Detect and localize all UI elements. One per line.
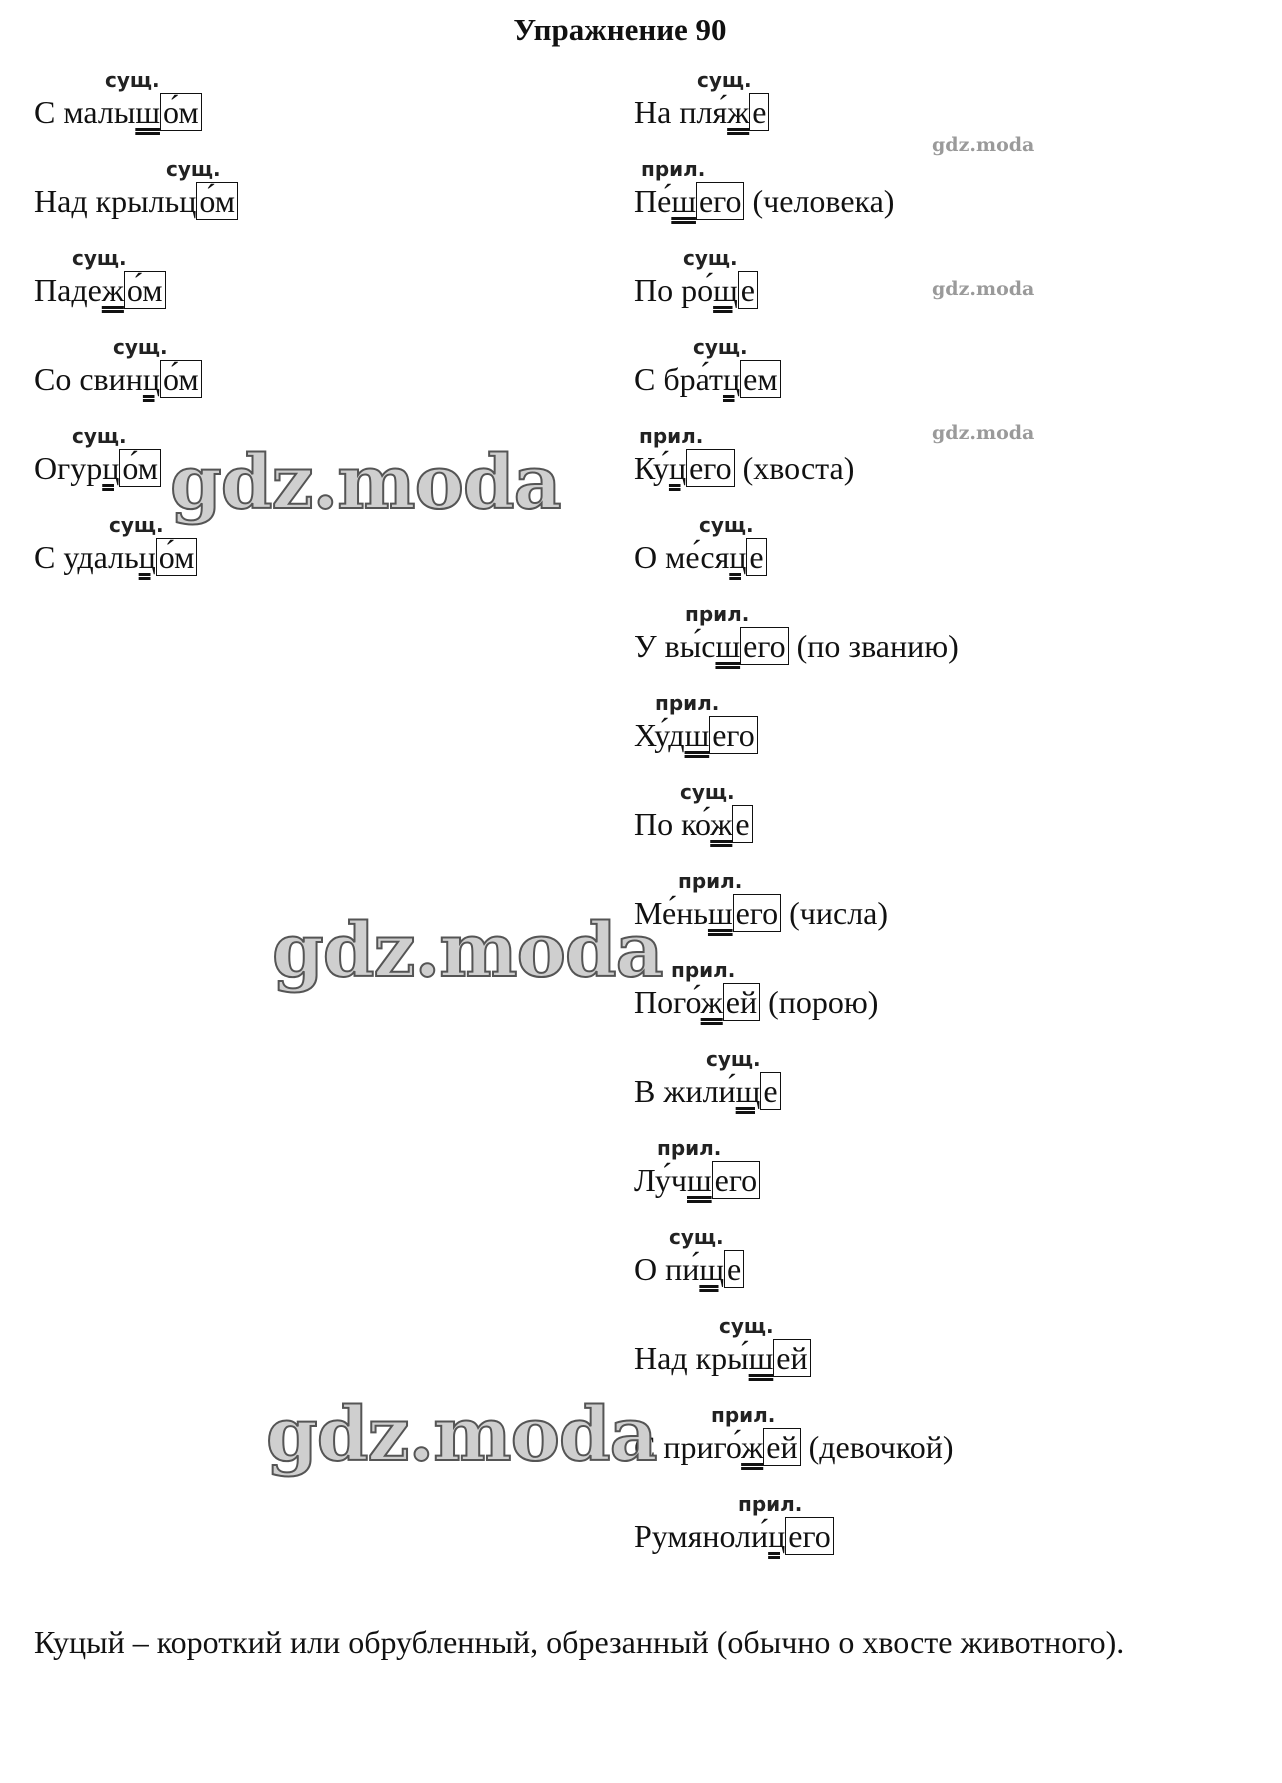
word-text (634, 806, 753, 843)
ending-box: его (785, 1517, 834, 1555)
page-title: Упражнение 90 (513, 12, 727, 47)
underlined-letter: ж (101, 272, 124, 308)
underlined-letter: ц (102, 450, 120, 486)
word-context: (человека) (744, 183, 895, 219)
word-stem: С бра́т (634, 361, 723, 397)
ending-box: е (724, 1250, 744, 1288)
ending-box: его (740, 627, 789, 665)
word-text (634, 272, 758, 309)
watermark: gdz.moda (266, 1392, 657, 1478)
watermark: gdz.moda (170, 440, 561, 526)
underlined-letter: ц (729, 539, 747, 575)
word-text (34, 361, 202, 398)
part-of-speech-label: сущ. (693, 335, 748, 359)
word-text (634, 94, 769, 131)
watermark-small: gdz.moda (932, 422, 1035, 444)
underlined-letter: ш (748, 1340, 774, 1376)
underlined-letter: ж (741, 1429, 764, 1465)
ending-box: его (709, 716, 758, 754)
part-of-speech-label: сущ. (166, 157, 221, 181)
word-text (634, 1429, 954, 1466)
word-text (34, 272, 166, 309)
part-of-speech-label: сущ. (706, 1047, 761, 1071)
word-stem: Над кры́ (634, 1340, 749, 1376)
part-of-speech-label: сущ. (697, 68, 752, 92)
word-stem: Лу́ч (634, 1162, 687, 1198)
ending-box: о́м (196, 182, 238, 220)
ending-box: о́м (160, 360, 202, 398)
word-text (634, 1340, 811, 1377)
underlined-letter: ш (715, 628, 741, 664)
ending-box: е (738, 271, 758, 309)
word-text (34, 183, 238, 220)
word-stem: О пи́ (634, 1251, 700, 1287)
word-context: (хвоста) (734, 450, 855, 486)
ending-box: его (696, 182, 745, 220)
ending-box: е (749, 93, 769, 131)
part-of-speech-label: сущ. (669, 1225, 724, 1249)
watermark: gdz.moda (272, 908, 663, 994)
word-stem: Ме́нь (634, 895, 708, 931)
watermark-small: gdz.moda (932, 134, 1035, 156)
underlined-letter: ц (768, 1518, 786, 1554)
ending-box: о́м (156, 538, 198, 576)
word-text (634, 539, 767, 576)
part-of-speech-label: сущ. (683, 246, 738, 270)
word-text (634, 450, 854, 487)
underlined-letter: ц (138, 539, 156, 575)
underlined-letter: щ (735, 1073, 761, 1109)
word-context: (порою) (760, 984, 879, 1020)
word-text (634, 1073, 781, 1110)
underlined-letter: щ (713, 272, 738, 308)
word-stem: Над крыльц (34, 183, 197, 219)
underlined-letter: ж (700, 984, 723, 1020)
part-of-speech-label: сущ. (105, 68, 160, 92)
part-of-speech-label: сущ. (109, 513, 164, 537)
part-of-speech-label: сущ. (680, 780, 735, 804)
ending-box: ей (763, 1428, 800, 1466)
part-of-speech-label: сущ. (719, 1314, 774, 1338)
word-stem: Румяноли́ (634, 1518, 769, 1554)
underlined-letter: щ (699, 1251, 724, 1287)
word-stem: По ко́ (634, 806, 711, 842)
word-stem: С удаль (34, 539, 139, 575)
word-text (634, 717, 758, 754)
part-of-speech-label: прил. (639, 424, 704, 448)
word-text (34, 539, 197, 576)
word-text (634, 1518, 834, 1555)
word-context: (девочкой) (800, 1429, 954, 1465)
ending-box: е (746, 538, 766, 576)
word-stem: Огур (34, 450, 103, 486)
word-stem: Ху́д (634, 717, 685, 753)
word-stem: В жили́ (634, 1073, 736, 1109)
underlined-letter: ш (135, 94, 160, 130)
part-of-speech-label: прил. (655, 691, 720, 715)
word-stem: У вы́с (634, 628, 716, 664)
word-text (634, 895, 888, 932)
underlined-letter: ц (142, 361, 161, 397)
word-text (34, 450, 161, 487)
word-stem: О ме́ся (634, 539, 730, 575)
part-of-speech-label: прил. (685, 602, 750, 626)
watermark-small: gdz.moda (932, 278, 1035, 300)
part-of-speech-label: сущ. (72, 424, 127, 448)
underlined-letter: ж (727, 94, 750, 130)
underlined-letter: ш (707, 895, 733, 931)
word-stem: Пого́ (634, 984, 701, 1020)
word-stem: Ку́ (634, 450, 669, 486)
ending-box: его (686, 449, 735, 487)
underlined-letter: ш (684, 717, 710, 753)
underlined-letter: ц (722, 361, 741, 397)
word-text (634, 361, 781, 398)
underlined-letter: ц (668, 450, 687, 486)
ending-box: его (733, 894, 782, 932)
word-text (634, 984, 878, 1021)
part-of-speech-label: прил. (738, 1492, 803, 1516)
part-of-speech-label: прил. (671, 958, 736, 982)
part-of-speech-label: прил. (641, 157, 706, 181)
part-of-speech-label: прил. (711, 1403, 776, 1427)
word-context: (по званию) (788, 628, 959, 664)
part-of-speech-label: прил. (678, 869, 743, 893)
word-stem: С малы (34, 94, 136, 130)
word-stem: С приго́ (634, 1429, 742, 1465)
ending-box: ей (773, 1339, 810, 1377)
word-text (634, 628, 959, 665)
ending-box: ем (740, 360, 780, 398)
ending-box: е (732, 805, 752, 843)
word-text (634, 1162, 760, 1199)
word-stem: Пе́ (634, 183, 672, 219)
word-stem: Со свин (34, 361, 143, 397)
word-stem: Паде (34, 272, 102, 308)
underlined-letter: ж (710, 806, 733, 842)
word-context: (числа) (781, 895, 889, 931)
ending-box: е (760, 1072, 780, 1110)
ending-box: ей (723, 983, 760, 1021)
ending-box: о́м (160, 93, 202, 131)
word-text (634, 1251, 744, 1288)
ending-box: его (712, 1161, 761, 1199)
part-of-speech-label: сущ. (699, 513, 754, 537)
part-of-speech-label: сущ. (113, 335, 168, 359)
part-of-speech-label: сущ. (72, 246, 127, 270)
ending-box: о́м (124, 271, 166, 309)
underlined-letter: ш (671, 183, 696, 219)
word-text (634, 183, 894, 220)
part-of-speech-label: прил. (657, 1136, 722, 1160)
definition-note: Куцый – короткий или обрубленный, обрезанный (обычно о хвосте животного). (34, 1624, 1125, 1660)
word-stem: На пля́ (634, 94, 728, 130)
ending-box: о́м (119, 449, 161, 487)
underlined-letter: ш (687, 1162, 712, 1198)
word-stem: По ро́ (634, 272, 714, 308)
word-text (34, 94, 202, 131)
